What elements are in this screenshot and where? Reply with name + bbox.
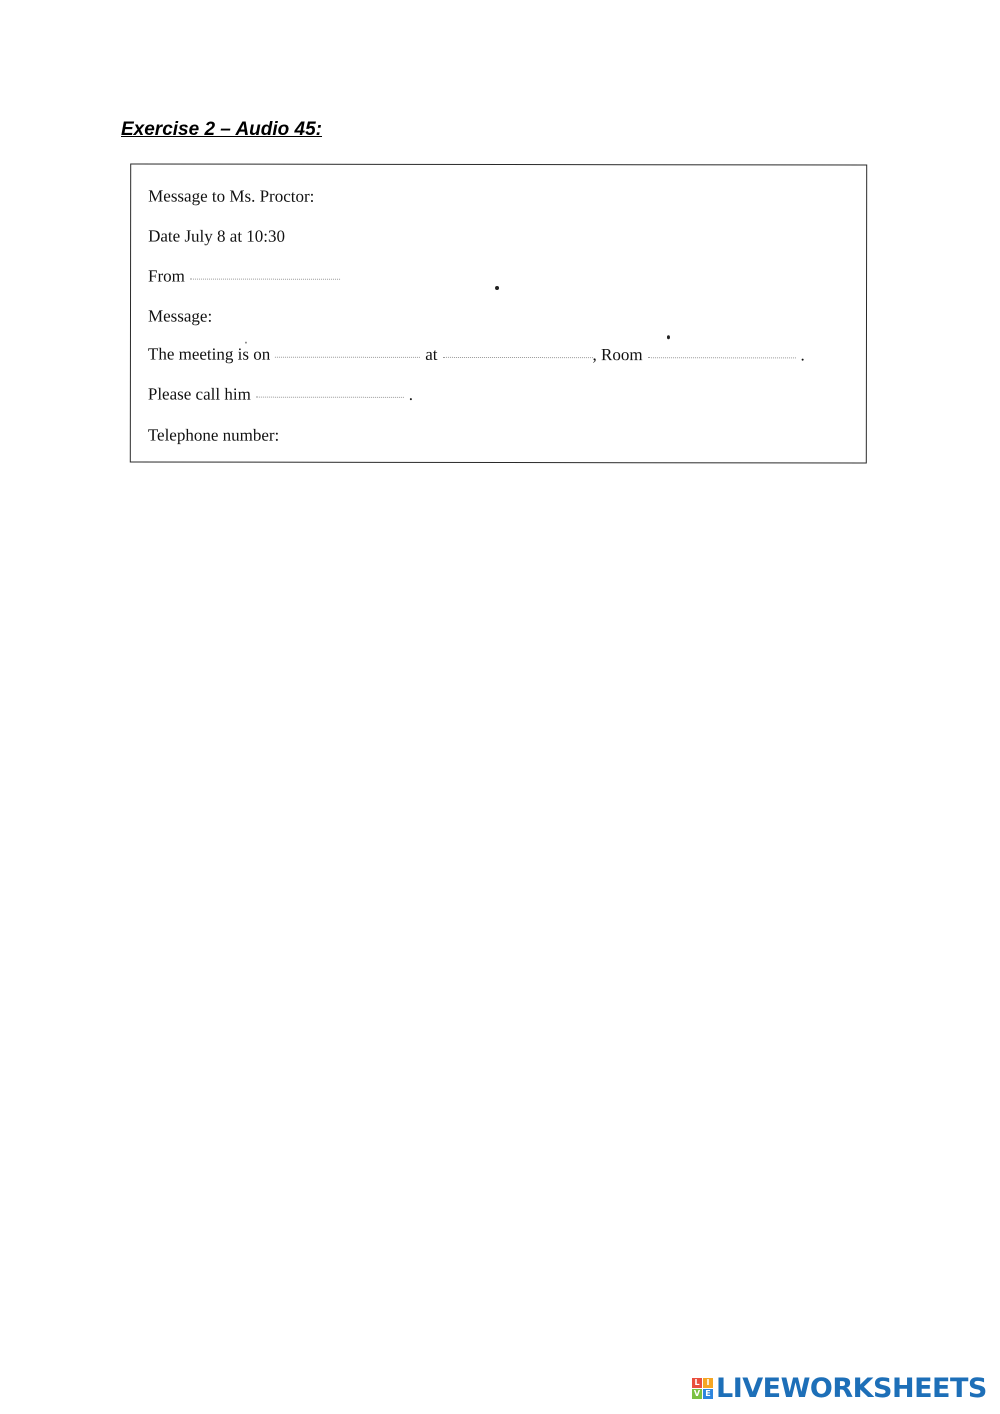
meeting-line bbox=[148, 345, 805, 366]
message-to-line bbox=[148, 187, 314, 207]
logo-grid-icon bbox=[692, 1378, 713, 1399]
telephone-label: Telephone number: bbox=[147, 425, 280, 445]
date-line bbox=[148, 227, 285, 247]
exercise-title: Exercise 2 – Audio 45: bbox=[121, 119, 323, 140]
message-form bbox=[130, 163, 867, 463]
meeting-room-blank[interactable] bbox=[648, 356, 796, 358]
meeting-time-blank[interactable] bbox=[443, 356, 593, 358]
call-label: Please call him bbox=[147, 384, 251, 404]
call-period: . bbox=[408, 384, 414, 404]
logo-letter-v: V bbox=[693, 1389, 701, 1398]
logo-letter-e: E bbox=[703, 1389, 713, 1399]
meeting-period: . bbox=[800, 345, 805, 365]
call-line bbox=[148, 385, 413, 405]
logo-letter-i: I bbox=[703, 1378, 713, 1388]
message-line bbox=[148, 307, 212, 327]
meeting-at-label: at bbox=[425, 344, 438, 364]
liveworksheets-logo bbox=[692, 1375, 987, 1402]
meeting-date-blank[interactable] bbox=[275, 356, 420, 358]
meeting-prefix: The meeting is on bbox=[147, 344, 271, 364]
logo-letter-l: L bbox=[692, 1378, 702, 1388]
logo-text: LIVEWORKSHEETS bbox=[716, 1373, 987, 1404]
scan-speck bbox=[495, 286, 499, 290]
from-label: From bbox=[148, 266, 185, 286]
from-blank[interactable] bbox=[190, 278, 340, 280]
from-line bbox=[148, 267, 345, 287]
telephone-blank[interactable] bbox=[284, 437, 404, 439]
message-to-label: Message to Ms. Proctor: bbox=[148, 186, 315, 206]
scan-speck bbox=[667, 335, 670, 339]
call-blank[interactable] bbox=[256, 396, 404, 398]
message-label: Message: bbox=[147, 306, 213, 326]
scan-speck bbox=[245, 342, 247, 344]
meeting-room-label: , Room bbox=[592, 345, 643, 365]
telephone-line bbox=[148, 426, 409, 446]
date-label: Date July 8 at 10:30 bbox=[148, 226, 286, 246]
